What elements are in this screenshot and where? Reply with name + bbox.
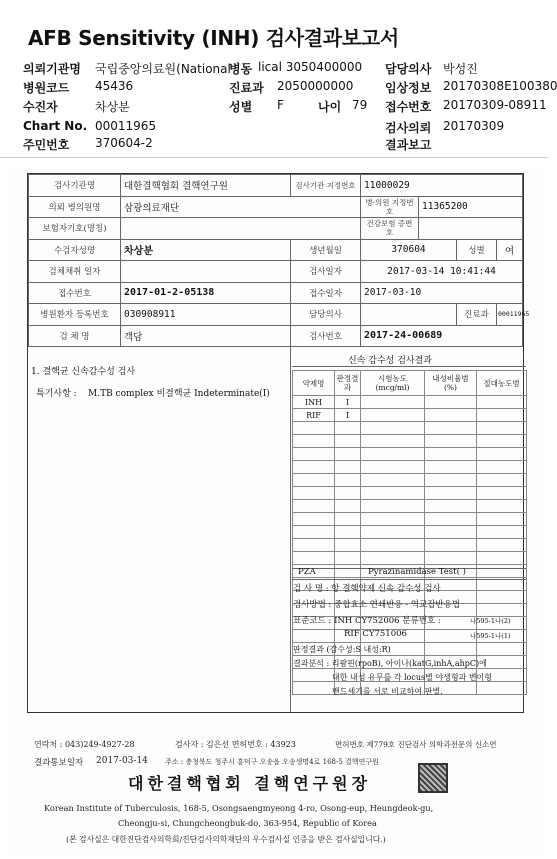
info-class-no-1: 나595-1나(2) (470, 617, 511, 625)
results-title-line (292, 366, 526, 367)
footer-org-name: 대한결핵협회 결핵연구원장 (128, 774, 372, 793)
grid-label: 검사기관 지정번호 (291, 175, 361, 197)
cell (477, 409, 527, 422)
grid-value (361, 304, 457, 326)
results-row (293, 448, 527, 461)
info-analysis-1: 결과분석 : 리팜핀(rpoB), 아이나(katG,inhA,ahpC)에 (293, 659, 487, 668)
grid-value: 차상분 (121, 239, 291, 261)
value-ward: lical 3050400000 (258, 60, 363, 74)
info-grid (28, 174, 530, 347)
footer-report-date: 2017-03-14 (96, 756, 148, 766)
value-sex: F (277, 98, 284, 112)
grid-value: 대한결핵협회 결핵연구원 (121, 175, 291, 197)
footer-license: 면허번호 제779호 진단검사 의학과전문의 신소연 (335, 740, 497, 749)
results-row (293, 409, 527, 422)
info-rif-code: RIF CY751006 (344, 629, 407, 639)
label-request-date: 검사의뢰 (385, 121, 432, 135)
results-row (293, 500, 527, 513)
remarks-label: 특기사항 : (36, 389, 77, 399)
grid-row (29, 325, 523, 347)
cell (361, 409, 425, 422)
label-receipt-no: 접수번호 (385, 100, 432, 114)
grid-value: 2017-03-14 10:41:44 (361, 261, 523, 283)
value-receipt-no: 20170309-08911 (443, 98, 547, 112)
grid-label: 진료과 (457, 304, 497, 326)
drug-cell: INH (293, 396, 335, 409)
value-chart-no: 00011965 (95, 119, 157, 133)
grid-value: 여 (497, 239, 523, 261)
grid-label: 건강보험 증번호 (361, 218, 419, 240)
col-header: 시험농도(mcg/ml) (361, 371, 425, 396)
label-hospital-code: 병원코드 (23, 81, 70, 95)
col-header: 내성비율범(%) (425, 371, 477, 396)
grid-label: 성별 (457, 239, 497, 261)
footer-certification-note: (본 검사실은 대한진단검사의학회/진단검사의학재단의 우수검사실 인증을 받은 검사실입니다.) (66, 835, 386, 844)
footer-english-address-2: Cheongju-si, Chungcheongbuk-do, 363-954, Republic of Korea (118, 818, 377, 828)
grid-row (29, 304, 523, 326)
cell (425, 396, 477, 409)
value-age: 79 (352, 98, 368, 112)
label-chart-no: Chart No. (23, 119, 88, 133)
results-row (293, 474, 527, 487)
value-department: 2050000000 (277, 79, 354, 93)
result-cell: I (335, 409, 361, 422)
value-clinical-info: 20170308E100380 (443, 79, 557, 93)
grid-value: 11000029 (361, 175, 523, 197)
info-test-name: 검 사 명 : 항 결핵약제 신속 감수성 검사 (293, 584, 441, 594)
value-hospital-code: 45436 (95, 79, 134, 93)
footer-report-label: 결과통보일자 (34, 758, 84, 768)
grid-label: 수검자성명 (29, 239, 121, 261)
grid-label: 접수번호 (29, 282, 121, 304)
results-row (293, 539, 527, 552)
label-sex: 성별 (229, 100, 253, 114)
info-judgement: 판정결과 (감수성:S 내성:R) (293, 645, 391, 654)
results-row (293, 461, 527, 474)
pza-text: Pyrazinamidase Test( ) (368, 567, 466, 577)
value-request-date: 20170309 (443, 119, 505, 133)
grid-value: 11365200 (419, 196, 523, 218)
grid-value: 객담 (121, 325, 291, 347)
grid-label: 생년월일 (291, 239, 361, 261)
grid-value (121, 261, 291, 283)
footer-contact: 연락처 : 043)249-4927-28 (34, 740, 135, 749)
label-patient: 수진자 (23, 100, 58, 114)
result-cell: I (335, 396, 361, 409)
grid-label: 검사번호 (291, 325, 361, 347)
grid-label: 검 체 명 (29, 325, 121, 347)
results-row (293, 396, 527, 409)
col-header: 절대농도범 (477, 371, 527, 396)
grid-label: 접수일자 (291, 282, 361, 304)
grid-value: 2017-01-2-05138 (121, 282, 291, 304)
label-doctor: 담당의사 (385, 62, 432, 76)
label-ward: 병동 (229, 62, 253, 76)
pza-label: PZA (298, 567, 316, 577)
grid-label: 담당의사 (291, 304, 361, 326)
info-method: 검사방법 : 중합효소 연쇄반응 - 역교잡반응법 (293, 600, 461, 610)
grid-value: 030908911 (121, 304, 291, 326)
report-title: AFB Sensitivity (INH) 검사결과보고서 (28, 26, 399, 50)
info-standard-code: 표준코드 : INH CY752006 분류번호 : (293, 616, 441, 626)
info-divider (292, 642, 526, 643)
report-form (27, 173, 530, 713)
grid-value (419, 218, 523, 240)
cell (361, 396, 425, 409)
grid-row (29, 218, 523, 240)
grid-label: 의뢰 병의원명 (29, 196, 121, 218)
results-title: 신속 감수성 검사결과 (348, 356, 432, 366)
grid-value (121, 218, 361, 240)
grid-value: 삼광의료재단 (121, 196, 361, 218)
grid-value: 2017-03-10 (361, 282, 523, 304)
label-result-report: 결과보고 (385, 138, 432, 152)
grid-label: 검체채취 일자 (29, 261, 121, 283)
section-divider (290, 344, 291, 712)
info-analysis-2: 대한 내성 유무를 각 locus별 야생형과 변이형 (332, 673, 493, 682)
results-row (293, 487, 527, 500)
grid-row (29, 175, 523, 197)
label-age: 나이 (318, 100, 342, 114)
grid-label: 보험자기호(명칭) (29, 218, 121, 240)
cell (425, 409, 477, 422)
label-resident-no: 주민번호 (23, 138, 70, 152)
info-analysis-3: 밴드세기를 서로 비교하여 판별. (332, 687, 443, 696)
label-clinical-info: 임상정보 (385, 81, 432, 95)
info-class-no-2: 나595-1나(1) (470, 632, 511, 640)
grid-value: 2017-24-00689 (361, 325, 523, 347)
grid-label: 병·의원 지정번호 (361, 196, 419, 218)
results-header (293, 371, 527, 396)
results-row (293, 435, 527, 448)
header-divider (0, 157, 548, 158)
grid-row (29, 282, 523, 304)
footer-english-address-1: Korean Institute of Tuberculosis, 168-5, Osongsaengmyeong 4-ro, Osong-eup, Heungdeok-gu, (44, 803, 434, 813)
results-row (293, 513, 527, 526)
grid-value: 00011965 (497, 304, 523, 326)
results-row (293, 552, 527, 565)
drug-cell: RIF (293, 409, 335, 422)
grid-row (29, 239, 523, 261)
footer-address: 주소 : 충청북도 청주시 흥덕구 오송읍 오송생명4로 168-5 결핵연구원 (165, 758, 379, 766)
grid-label: 검사일자 (291, 261, 361, 283)
remarks-value: M.TB complex 비결핵균 Indeterminate(I) (88, 389, 270, 399)
label-department: 진료과 (229, 81, 264, 95)
value-doctor: 박성진 (443, 62, 478, 76)
grid-row (29, 261, 523, 283)
col-header: 약제명 (293, 371, 335, 396)
grid-label: 병원환자 등록번호 (29, 304, 121, 326)
label-requesting-org: 의뢰기관명 (23, 62, 81, 76)
value-patient: 차상분 (95, 100, 130, 114)
grid-value: 370604 (361, 239, 457, 261)
cell (477, 396, 527, 409)
test-title: 1. 결핵균 신속감수성 검사 (31, 367, 136, 377)
value-requesting-org: 국립중앙의료원(National (95, 62, 231, 76)
results-row (293, 422, 527, 435)
official-seal (418, 763, 448, 793)
grid-label: 검사기관명 (29, 175, 121, 197)
value-resident-no: 370604-2 (95, 136, 153, 150)
grid-row (29, 196, 523, 218)
results-row (293, 526, 527, 539)
col-header: 판정결과 (335, 371, 361, 396)
footer-examiner: 검사자 : 김은선 면허번호 : 43923 (175, 740, 296, 749)
